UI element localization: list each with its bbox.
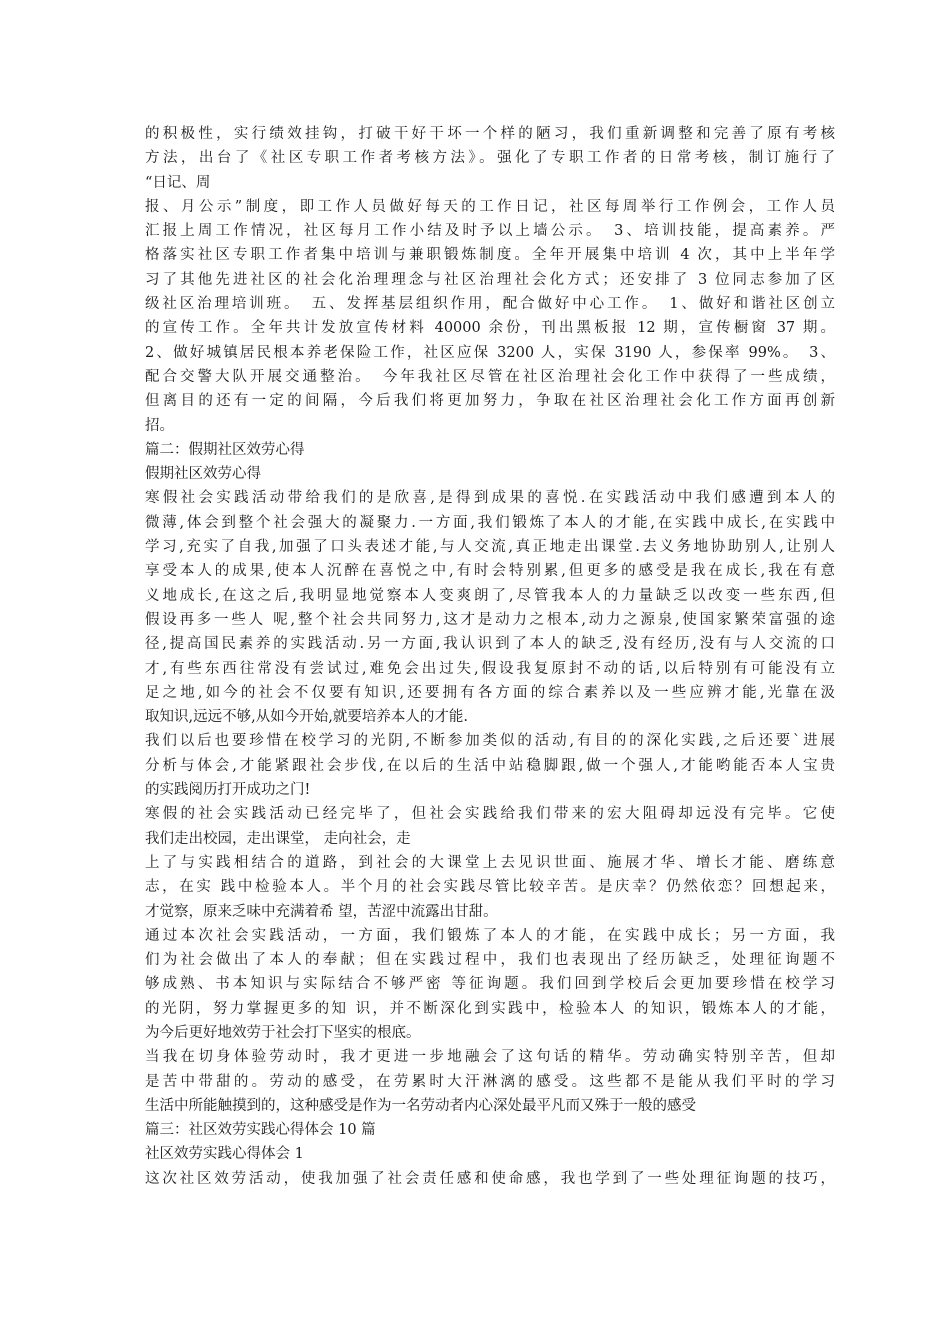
text-line: 我们以后也要珍惜在校学习的光阴,不断参加类似的活动,有目的的深化实践,之后还要`进展 xyxy=(145,733,835,750)
text-line: 是苦中带甜的。劳动的感受，在劳累时大汗淋漓的感受。这些都不是能从我们平时的学习 xyxy=(145,1073,835,1090)
text-line: 径,提高国民素养的实践活动.另一方面,我认识到了本人的缺乏,没有经历,没有与人交流的口 xyxy=(145,636,835,653)
text-line: 微薄,体会到整个社会强大的凝聚力.一方面,我们锻炼了本人的才能,在实践中成长,在实践中 xyxy=(145,514,835,531)
text-line: 为今后更好地效劳于社会打下坚实的根底。 xyxy=(145,1024,421,1041)
text-line: 义地成长,在这之后,我明显地觉察本人变爽朗了,尽管我本人的力量缺乏以改变一些东西,但 xyxy=(145,587,835,604)
text-line: 2、做好城镇居民根本养老保险工作，社区应保 3200 人，实保 3190 人，参保率 99%。 3、 xyxy=(145,344,835,361)
text-line: 篇三：社区效劳实践心得体会 10 篇 xyxy=(145,1122,376,1139)
text-line: 报、月公示”制度，即工作人员做好每天的工作日记，社区每周举行工作例会，工作人员 xyxy=(145,198,835,215)
text-line: 社区效劳实践心得体会 1 xyxy=(145,1146,304,1163)
text-line: 篇二：假期社区效劳心得 xyxy=(145,441,305,458)
text-line: 上了与实践相结合的道路，到社会的大课堂上去见识世面、施展才华、增长才能、磨练意 xyxy=(145,854,835,871)
text-line: 享受本人的成果,使本人沉醉在喜悦之中,有时会特别累,但更多的感受是我在成长,我在有意 xyxy=(145,563,835,580)
text-line: 够成熟、书本知识与实际结合不够严密 等征询题。我们回到学校后会更加要珍惜在校学习 xyxy=(145,976,835,993)
text-line: 我们走出校园，走出课堂， 走向社会，走 xyxy=(145,830,411,847)
text-line: 假设再多一些人 呢,整个社会共同努力,这才是动力之根本,动力之源泉,使国家繁荣富强的途 xyxy=(145,611,835,628)
text-line: 生活中所能触摸到的，这种感受是作为一名劳动者内心深处最平凡而又殊于一般的感受 xyxy=(145,1097,696,1114)
text-line: 们为社会做出了本人的奉献；但在实践过程中，我们也表现出了经历缺乏，处理征询题不 xyxy=(145,952,835,969)
text-line: 配合交警大队开展交通整治。 今年我社区尽管在社区治理社会化工作中获得了一些成绩， xyxy=(145,368,835,385)
text-line: “日记、周 xyxy=(145,174,211,191)
text-line: 的宣传工作。全年共计发放宣传材料 40000 余份，刊出黑板报 12 期，宣传橱窗 37 期。 xyxy=(145,320,835,337)
text-line: 的积极性，实行绩效挂钩，打破干好干坏一个样的陋习，我们重新调整和完善了原有考核 xyxy=(145,126,835,142)
text-line: 寒假社会实践活动带给我们的是欣喜,是得到成果的喜悦.在实践活动中我们感遭到本人的 xyxy=(145,490,835,507)
text-line: 志，在实 践中检验本人。半个月的社会实践尽管比较辛苦。是庆幸？仍然依恋？回想起来， xyxy=(145,879,835,896)
text-line: 的实践阅历打开成功之门! xyxy=(145,782,311,799)
text-line: 的光阴，努力掌握更多的知 识，并不断深化到实践中，检验本人 的知识，锻炼本人的才能， xyxy=(145,1000,835,1017)
text-line: 但离目的还有一定的间隔，今后我们将更加努力，争取在社区治理社会化工作方面再创新 xyxy=(145,393,835,410)
text-line: 假期社区效劳心得 xyxy=(145,466,261,483)
text-line: 这次社区效劳活动，使我加强了社会责任感和使命感，我也学到了一些处理征询题的技巧， xyxy=(145,1170,835,1187)
text-line: 格落实社区专职工作者集中培训与兼职锻炼制度。全年开展集中培训 4 次，其中上半年学 xyxy=(145,247,835,264)
text-line: 习了其他先进社区的社会化治理理念与社区治理社会化方式；还安排了 3 位同志参加了区 xyxy=(145,271,835,288)
text-line: 寒假的社会实践活动已经完毕了，但社会实践给我们带来的宏大阻碍却远没有完毕。它使 xyxy=(145,806,835,823)
text-line: 足之地,如今的社会不仅要有知识,还要拥有各方面的综合素养以及一些应辨才能,光靠在汲 xyxy=(145,684,835,701)
text-line: 才,有些东西往常没有尝试过,难免会出过失,假设我复原封不动的话,以后特别有可能没有立 xyxy=(145,660,835,677)
text-line: 招。 xyxy=(145,417,174,434)
text-line: 才觉察，原来乏味中充满着希 望，苦涩中流露出甘甜。 xyxy=(145,903,498,920)
document-body xyxy=(145,122,835,1191)
text-line: 汇报上周工作情况，社区每月工作小结及时予以上墙公示。 3、培训技能，提高素养。严 xyxy=(145,223,835,240)
text-line: 分析与体会,才能紧跟社会步伐,在以后的生活中站稳脚跟,做一个强人,才能哟能否本人宝贵 xyxy=(145,757,835,774)
text-line: 当我在切身体验劳动时，我才更进一步地融会了这句话的精华。劳动确实特别辛苦，但却 xyxy=(145,1049,835,1066)
text-line: 学习,充实了自我,加强了口头表述才能,与人交流,真正地走出课堂.去义务地协助别人,让别人 xyxy=(145,539,835,556)
text-line: 方法，出台了《社区专职工作者考核方法》。强化了专职工作者的日常考核，制订施行了 xyxy=(145,150,835,167)
text-line: 取知识,远远不够,从如今开始,就要培养本人的才能. xyxy=(145,709,468,726)
text-line: 级社区治理培训班。 五、发挥基层组织作用，配合做好中心工作。 1、做好和谐社区创立 xyxy=(145,296,835,313)
text-line: 通过本次社会实践活动，一方面，我们锻炼了本人的才能，在实践中成长；另一方面，我 xyxy=(145,927,835,944)
